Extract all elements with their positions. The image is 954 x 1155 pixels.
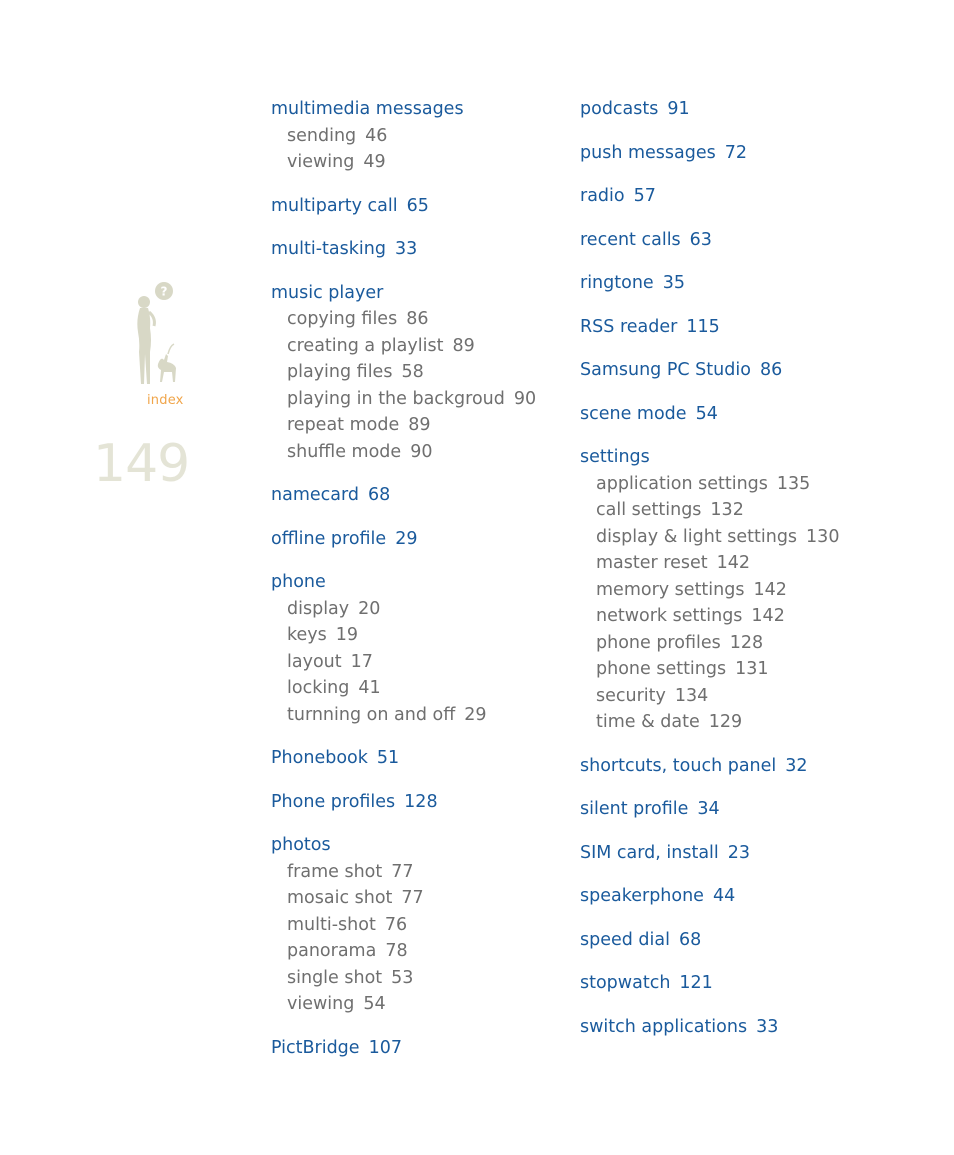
index-term-label: Phonebook xyxy=(271,748,368,768)
index-subentry xyxy=(271,938,571,965)
index-entry xyxy=(271,482,571,509)
index-subentry-label: time & date xyxy=(596,712,700,732)
index-term-label: offline profile xyxy=(271,528,387,549)
index-term-label: shortcuts, touch panel xyxy=(580,755,777,776)
index-page-link[interactable]: 142 xyxy=(716,553,751,573)
index-term-label: settings xyxy=(580,447,650,467)
index-entry xyxy=(271,96,571,176)
index-term-label: Phone profiles xyxy=(271,791,396,812)
index-subentry xyxy=(580,471,910,498)
index-entry xyxy=(271,236,571,263)
index-subentry-label: viewing xyxy=(287,152,355,172)
index-term-label: push messages xyxy=(580,142,716,163)
index-term xyxy=(271,482,571,509)
index-term xyxy=(580,401,910,428)
index-page-link[interactable]: 72 xyxy=(724,142,748,163)
index-page-link[interactable]: 20 xyxy=(358,598,381,619)
index-page-link[interactable]: 58 xyxy=(401,362,424,382)
index-subentry xyxy=(271,859,571,886)
index-subentry xyxy=(580,683,910,710)
index-page-link[interactable]: 33 xyxy=(394,239,418,259)
index-subentry-label: display xyxy=(287,598,350,619)
index-subentry xyxy=(580,524,910,551)
index-subentry-label: creating a playlist xyxy=(287,335,444,356)
index-entry xyxy=(271,1035,571,1062)
index-subentry xyxy=(271,702,571,729)
index-subentry xyxy=(580,577,910,604)
index-subentry-label: single shot xyxy=(287,967,383,988)
index-page-link[interactable]: 89 xyxy=(452,335,475,356)
index-term-label: radio xyxy=(580,186,625,206)
index-term-label: stopwatch xyxy=(580,973,671,993)
index-term-label: RSS reader xyxy=(580,316,678,337)
index-term xyxy=(580,840,910,867)
index-term-label: namecard xyxy=(271,485,359,505)
index-subentry xyxy=(580,656,910,683)
index-subentry-label: application settings xyxy=(596,473,768,494)
index-page-link[interactable]: 134 xyxy=(674,685,709,706)
index-page-link[interactable]: 142 xyxy=(751,606,785,626)
index-subentry xyxy=(271,333,571,360)
index-page-link[interactable]: 54 xyxy=(695,403,718,424)
index-entry xyxy=(580,140,910,167)
index-page-link[interactable]: 32 xyxy=(785,755,808,776)
index-subentry-label: memory settings xyxy=(596,579,745,600)
index-subentry xyxy=(271,386,571,413)
index-page-link[interactable]: 78 xyxy=(385,941,408,961)
index-page-link[interactable]: 142 xyxy=(753,579,787,600)
index-entry xyxy=(271,193,571,220)
index-subentry-label: keys xyxy=(287,625,327,645)
index-subentry xyxy=(580,709,910,736)
page-number: 149 xyxy=(93,434,190,494)
index-term xyxy=(580,444,910,471)
index-page-link[interactable]: 34 xyxy=(697,799,720,819)
index-page-link[interactable]: 68 xyxy=(679,929,702,950)
index-term xyxy=(271,745,571,772)
index-page-link[interactable]: 128 xyxy=(404,791,438,812)
index-subentry xyxy=(271,439,571,466)
index-term-label: recent calls xyxy=(580,229,681,250)
index-subentry-label: multi-shot xyxy=(287,914,376,935)
index-column-right xyxy=(580,96,910,1057)
index-subentry-label: sending xyxy=(287,125,357,146)
index-subentry-label: security xyxy=(596,685,666,706)
index-entry xyxy=(580,753,910,780)
index-page-link[interactable]: 44 xyxy=(712,886,736,906)
index-term xyxy=(271,789,571,816)
index-page-link[interactable]: 130 xyxy=(806,526,840,547)
index-term xyxy=(580,183,910,210)
index-term xyxy=(580,796,910,823)
index-page-link[interactable]: 86 xyxy=(759,360,783,380)
index-subentry xyxy=(271,123,571,150)
index-subentry-label: locking xyxy=(287,678,350,698)
index-entry xyxy=(580,401,910,428)
index-page-link[interactable]: 41 xyxy=(358,678,381,698)
index-entry xyxy=(580,96,910,123)
index-term-label: multimedia messages xyxy=(271,99,464,119)
index-entry xyxy=(271,745,571,772)
index-subentry xyxy=(271,885,571,912)
index-entry xyxy=(580,183,910,210)
index-subentry xyxy=(580,630,910,657)
index-term-label: ringtone xyxy=(580,273,654,293)
index-term xyxy=(271,193,571,220)
index-subentry xyxy=(271,912,571,939)
index-term xyxy=(580,970,910,997)
index-subentry-label: playing files xyxy=(287,362,393,382)
index-term xyxy=(580,883,910,910)
index-subentry xyxy=(271,991,571,1018)
index-subentry-label: turnning on and off xyxy=(287,704,456,725)
index-subentry-label: master reset xyxy=(596,553,708,573)
sidebar xyxy=(90,280,200,510)
index-term xyxy=(580,227,910,254)
index-page-link[interactable]: 129 xyxy=(708,712,743,732)
index-term-label: music player xyxy=(271,282,384,303)
index-entry xyxy=(580,270,910,297)
index-term xyxy=(580,270,910,297)
index-entry xyxy=(271,526,571,553)
index-page-link[interactable]: 29 xyxy=(464,704,487,725)
index-subentry xyxy=(271,359,571,386)
index-term-label: SIM card, install xyxy=(580,842,719,863)
index-subentry xyxy=(271,965,571,992)
index-entry xyxy=(580,840,910,867)
index-page-link[interactable]: 33 xyxy=(756,1016,779,1037)
index-page-link[interactable]: 77 xyxy=(391,861,414,882)
index-subentry-label: mosaic shot xyxy=(287,888,393,908)
index-entry xyxy=(580,796,910,823)
index-term xyxy=(271,1035,571,1062)
index-subentry-label: copying files xyxy=(287,309,398,329)
index-subentry xyxy=(271,149,571,176)
index-term-label: switch applications xyxy=(580,1016,748,1037)
index-subentry xyxy=(271,622,571,649)
index-entry xyxy=(580,1014,910,1041)
index-page-link[interactable]: 90 xyxy=(410,441,433,462)
index-entry xyxy=(271,789,571,816)
index-term xyxy=(580,753,910,780)
index-subentry xyxy=(271,306,571,333)
index-entry xyxy=(580,927,910,954)
index-term-label: multi-tasking xyxy=(271,239,386,259)
index-term-label: photos xyxy=(271,835,331,855)
index-page-link[interactable]: 23 xyxy=(727,842,751,863)
index-entry xyxy=(580,227,910,254)
index-page-link[interactable]: 86 xyxy=(406,309,429,329)
index-page-link[interactable]: 91 xyxy=(667,99,690,119)
index-term-label: speakerphone xyxy=(580,886,704,906)
svg-text:?: ? xyxy=(160,284,168,299)
index-page-link[interactable]: 29 xyxy=(395,528,418,549)
index-subentry xyxy=(580,603,910,630)
index-subentry-label: phone settings xyxy=(596,659,727,679)
index-subentry xyxy=(271,675,571,702)
index-subentry xyxy=(580,497,910,524)
index-page-link[interactable]: 63 xyxy=(689,229,712,250)
index-page-link[interactable]: 54 xyxy=(363,994,386,1014)
index-page-link[interactable]: 46 xyxy=(365,125,388,146)
index-page-link[interactable]: 53 xyxy=(391,967,414,988)
index-page-link[interactable]: 115 xyxy=(686,316,720,337)
index-term-label: podcasts xyxy=(580,99,659,119)
index-subentry-label: viewing xyxy=(287,994,355,1014)
index-entry xyxy=(580,883,910,910)
index-term-label: phone xyxy=(271,572,326,592)
index-term-label: scene mode xyxy=(580,403,687,424)
index-entry xyxy=(580,444,910,736)
index-subentry xyxy=(271,596,571,623)
index-term xyxy=(271,280,571,307)
index-entry xyxy=(271,569,571,728)
index-term xyxy=(271,832,571,859)
index-term xyxy=(580,927,910,954)
index-entry xyxy=(580,357,910,384)
index-term xyxy=(580,314,910,341)
index-subentry-label: call settings xyxy=(596,500,702,520)
index-page-link[interactable]: 76 xyxy=(384,914,408,935)
woman-with-dog-question-icon xyxy=(130,280,180,390)
index-term-label: speed dial xyxy=(580,929,670,950)
index-page-link[interactable]: 128 xyxy=(729,632,764,653)
index-subentry-label: repeat mode xyxy=(287,415,400,435)
index-page-link[interactable]: 89 xyxy=(408,415,431,435)
index-term xyxy=(580,140,910,167)
index-page-link[interactable]: 51 xyxy=(376,748,400,768)
index-page-link[interactable]: 90 xyxy=(513,388,537,409)
index-page-link[interactable]: 17 xyxy=(350,651,373,672)
index-subentry xyxy=(580,550,910,577)
section-label: index xyxy=(147,393,184,408)
index-subentry-label: phone profiles xyxy=(596,632,721,653)
index-entry xyxy=(271,832,571,1018)
index-term xyxy=(580,1014,910,1041)
index-term-label: Samsung PC Studio xyxy=(580,360,751,380)
index-subentry-label: layout xyxy=(287,651,342,672)
index-page-link[interactable]: 107 xyxy=(368,1037,402,1058)
index-page-link[interactable]: 19 xyxy=(335,625,359,645)
index-term-label: multiparty call xyxy=(271,195,398,216)
index-term-label: PictBridge xyxy=(271,1037,360,1058)
index-subentry-label: network settings xyxy=(596,606,743,626)
index-entry xyxy=(580,314,910,341)
index-page-link[interactable]: 77 xyxy=(401,888,424,908)
index-page-link[interactable]: 132 xyxy=(710,500,744,520)
index-term xyxy=(580,96,910,123)
index-page-link[interactable]: 49 xyxy=(363,152,386,172)
index-subentry-label: frame shot xyxy=(287,861,383,882)
index-subentry-label: shuffle mode xyxy=(287,441,402,462)
index-term xyxy=(271,96,571,123)
index-subentry-label: playing in the backgroud xyxy=(287,388,505,409)
index-page-link[interactable]: 68 xyxy=(367,485,391,505)
index-page-link[interactable]: 131 xyxy=(735,659,769,679)
index-subentry-label: panorama xyxy=(287,941,377,961)
index-subentry xyxy=(271,649,571,676)
index-term xyxy=(271,569,571,596)
index-column-left xyxy=(271,96,571,1078)
index-page-link[interactable]: 135 xyxy=(776,473,811,494)
index-page-link[interactable]: 35 xyxy=(662,273,685,293)
index-subentry xyxy=(271,412,571,439)
index-page-link[interactable]: 57 xyxy=(633,186,656,206)
index-term xyxy=(271,526,571,553)
index-term-label: silent profile xyxy=(580,799,689,819)
index-page-link[interactable]: 121 xyxy=(679,973,713,993)
index-entry xyxy=(580,970,910,997)
index-page-link[interactable]: 65 xyxy=(406,195,429,216)
index-term xyxy=(580,357,910,384)
index-term xyxy=(271,236,571,263)
index-entry xyxy=(271,280,571,466)
index-subentry-label: display & light settings xyxy=(596,526,798,547)
